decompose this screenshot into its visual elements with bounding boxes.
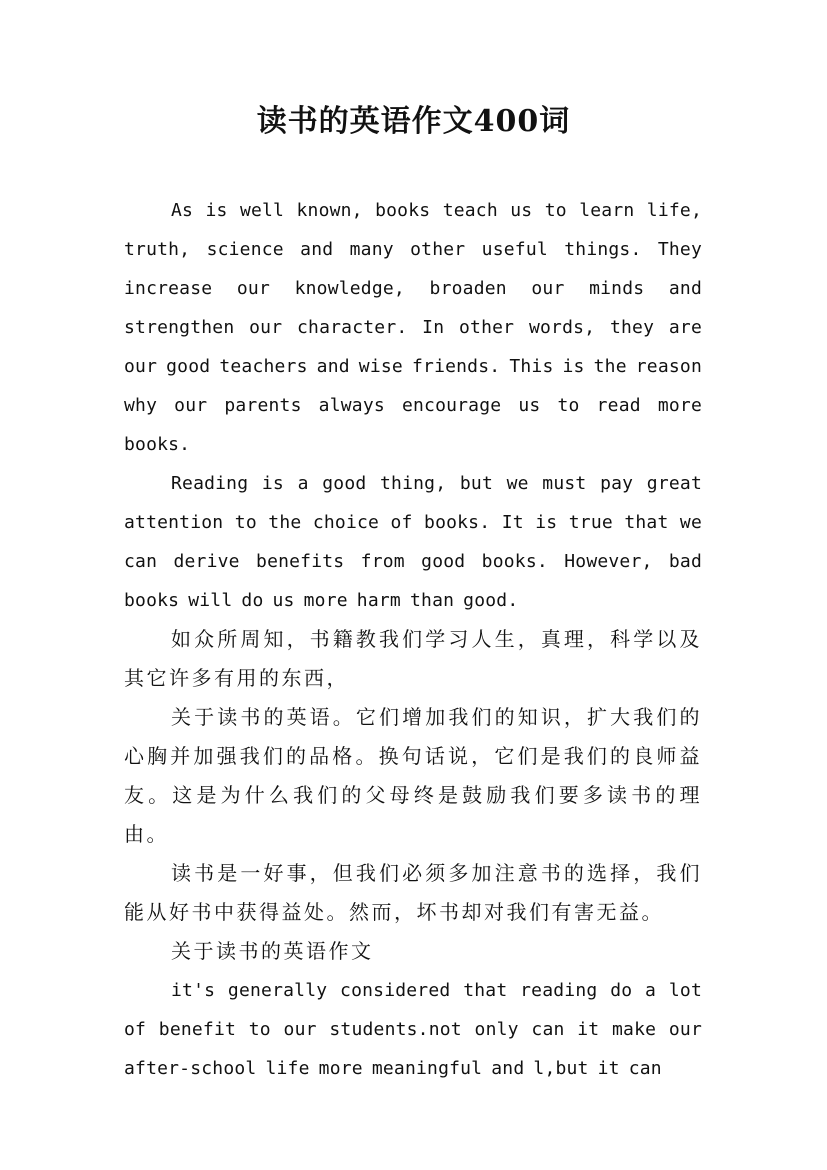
document-body xyxy=(124,191,702,1088)
paragraph-chinese-2: 关于读书的英语。它们增加我们的知识，扩大我们的心胸并加强我们的品格。换句话说，它们是我们的良师益友。这是为什么我们的父母终是鼓励我们要多读书的理由。 xyxy=(124,705,702,846)
document-title: 读书的英语作文400词 xyxy=(256,104,571,139)
paragraph-english-3: it's generally considered that reading do a lot of benefit to our students.not only can it make our after-school life more meaningful and l,but it can xyxy=(124,980,702,1079)
paragraph-chinese-1: 如众所周知，书籍教我们学习人生，真理，科学以及其它许多有用的东西， xyxy=(124,627,702,690)
paragraph-english-2: Reading is a good thing, but we must pay great attention to the choice of books. It is true that we can derive benefits from good books. However, bad books will do us more harm than good. xyxy=(124,473,702,611)
section-heading: 关于读书的英语作文 xyxy=(171,939,374,963)
paragraph-chinese-3: 读书是一好事，但我们必须多加注意书的选择，我们能从好书中获得益处。然而，坏书却对我们有害无益。 xyxy=(124,861,702,924)
paragraph-english-1: As is well known, books teach us to learn life, truth, science and many other useful things. They increase our knowledge, broaden our minds and strengthen our character. In other words, they are our good teachers and wise friends. This is the reason why our parents always encourage us to read more books. xyxy=(124,200,702,455)
